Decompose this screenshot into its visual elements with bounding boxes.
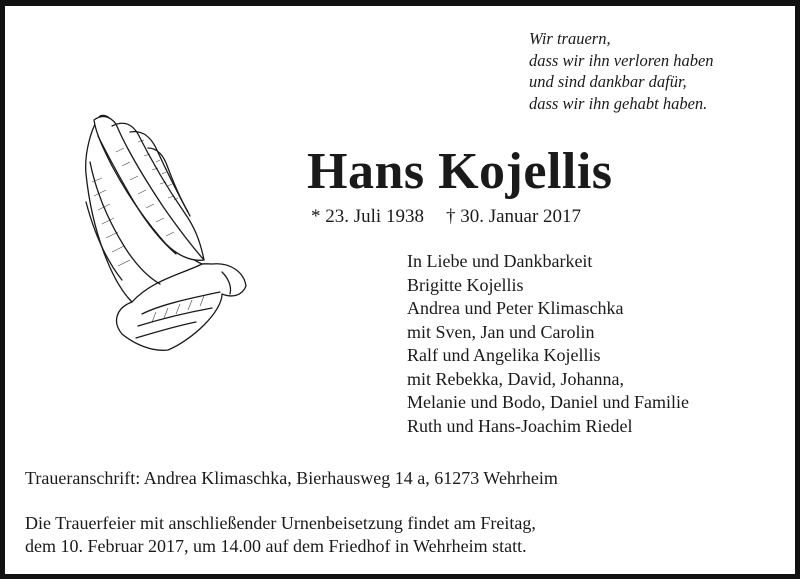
mourner-line: Melanie und Bodo, Daniel und Familie bbox=[407, 392, 689, 412]
mourner-line: Ralf und Angelika Kojellis bbox=[407, 345, 601, 365]
praying-hands-icon bbox=[72, 112, 250, 354]
poem-line: Wir trauern, bbox=[529, 29, 611, 48]
life-dates bbox=[311, 204, 581, 230]
mourners-list bbox=[407, 250, 689, 438]
mourner-line: Andrea und Peter Klimaschka bbox=[407, 298, 624, 318]
mourner-line: Ruth und Hans-Joachim Riedel bbox=[407, 415, 633, 436]
funeral-notice bbox=[25, 512, 536, 558]
mourner-line: mit Rebekka, David, Johanna, bbox=[407, 368, 624, 389]
poem-line: und sind dankbar dafür, bbox=[529, 72, 687, 91]
mourner-line: Brigitte Kojellis bbox=[407, 274, 524, 295]
poem bbox=[529, 28, 714, 114]
notice-line: Die Trauerfeier mit anschließender Urnenbeisetzung findet am Freitag, bbox=[25, 513, 536, 533]
birth-date: * 23. Juli 1938 bbox=[311, 206, 424, 227]
mourning-address: Traueranschrift: Andrea Klimaschka, Bierhausweg 14 a, 61273 Wehrheim bbox=[25, 468, 558, 488]
mourner-line: In Liebe und Dankbarkeit bbox=[407, 251, 593, 271]
notice-line: dem 10. Februar 2017, um 14.00 auf dem Friedhof in Wehrheim statt. bbox=[25, 536, 527, 556]
mourner-line: mit Sven, Jan und Carolin bbox=[407, 321, 595, 342]
poem-line: dass wir ihn verloren haben bbox=[529, 50, 714, 70]
poem-line: dass wir ihn gehabt haben. bbox=[529, 93, 708, 113]
deceased-name: Hans Kojellis bbox=[307, 143, 613, 200]
death-date: † 30. Januar 2017 bbox=[445, 206, 582, 227]
